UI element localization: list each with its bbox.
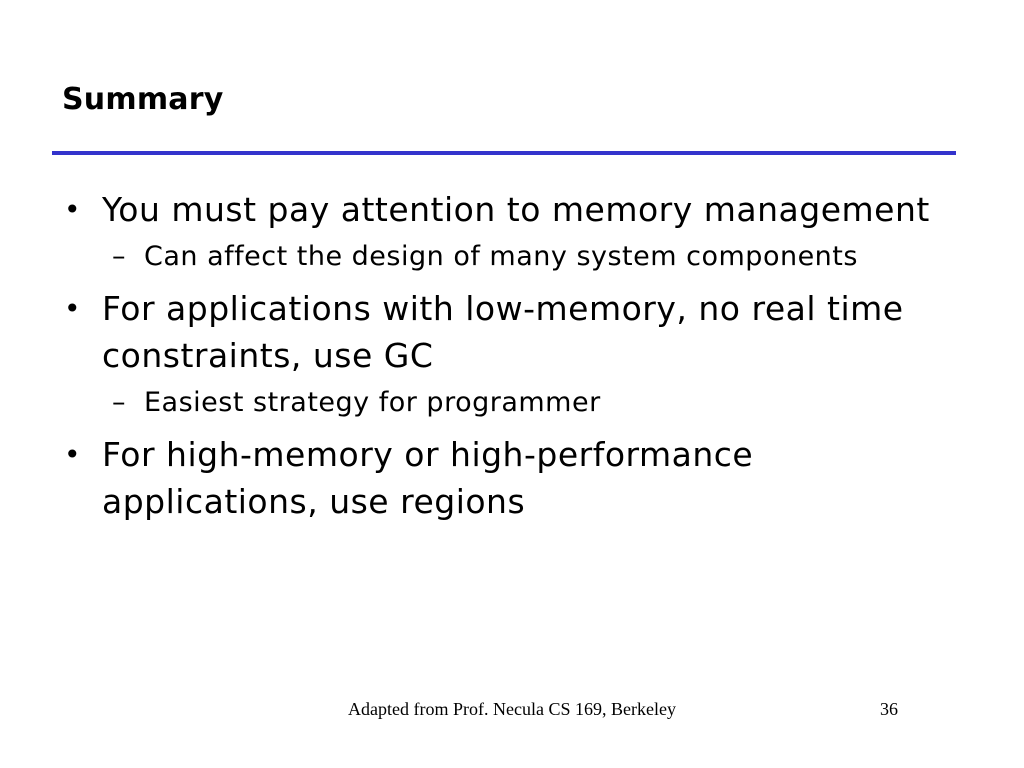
sub-bullet-item: [60, 239, 980, 275]
sub-bullet-item: [60, 385, 980, 421]
bullet-item: [60, 431, 980, 525]
slide-title: Summary: [62, 82, 224, 117]
bullet-dot-icon: •: [64, 292, 82, 325]
bullet-text: For applications with low-memory, no real time constraints, use GC: [102, 289, 904, 375]
bullet-item: [60, 186, 980, 233]
bullet-text: For high-memory or high-performance applications, use regions: [102, 435, 754, 521]
bullet-dot-icon: •: [64, 438, 82, 471]
bullet-item: [60, 285, 980, 379]
sub-bullet-text: Can affect the design of many system components: [144, 241, 858, 272]
sub-bullet-text: Easiest strategy for programmer: [144, 387, 601, 418]
sub-bullet-dash-icon: –: [112, 241, 126, 272]
page-number: 36: [880, 699, 898, 719]
title-divider: [52, 151, 956, 155]
sub-bullet-dash-icon: –: [112, 387, 126, 418]
bullet-text: You must pay attention to memory management: [102, 190, 930, 229]
bullet-dot-icon: •: [64, 193, 82, 226]
footer-credit: Adapted from Prof. Necula CS 169, Berkeley: [348, 699, 676, 719]
bullet-list: [60, 186, 980, 531]
